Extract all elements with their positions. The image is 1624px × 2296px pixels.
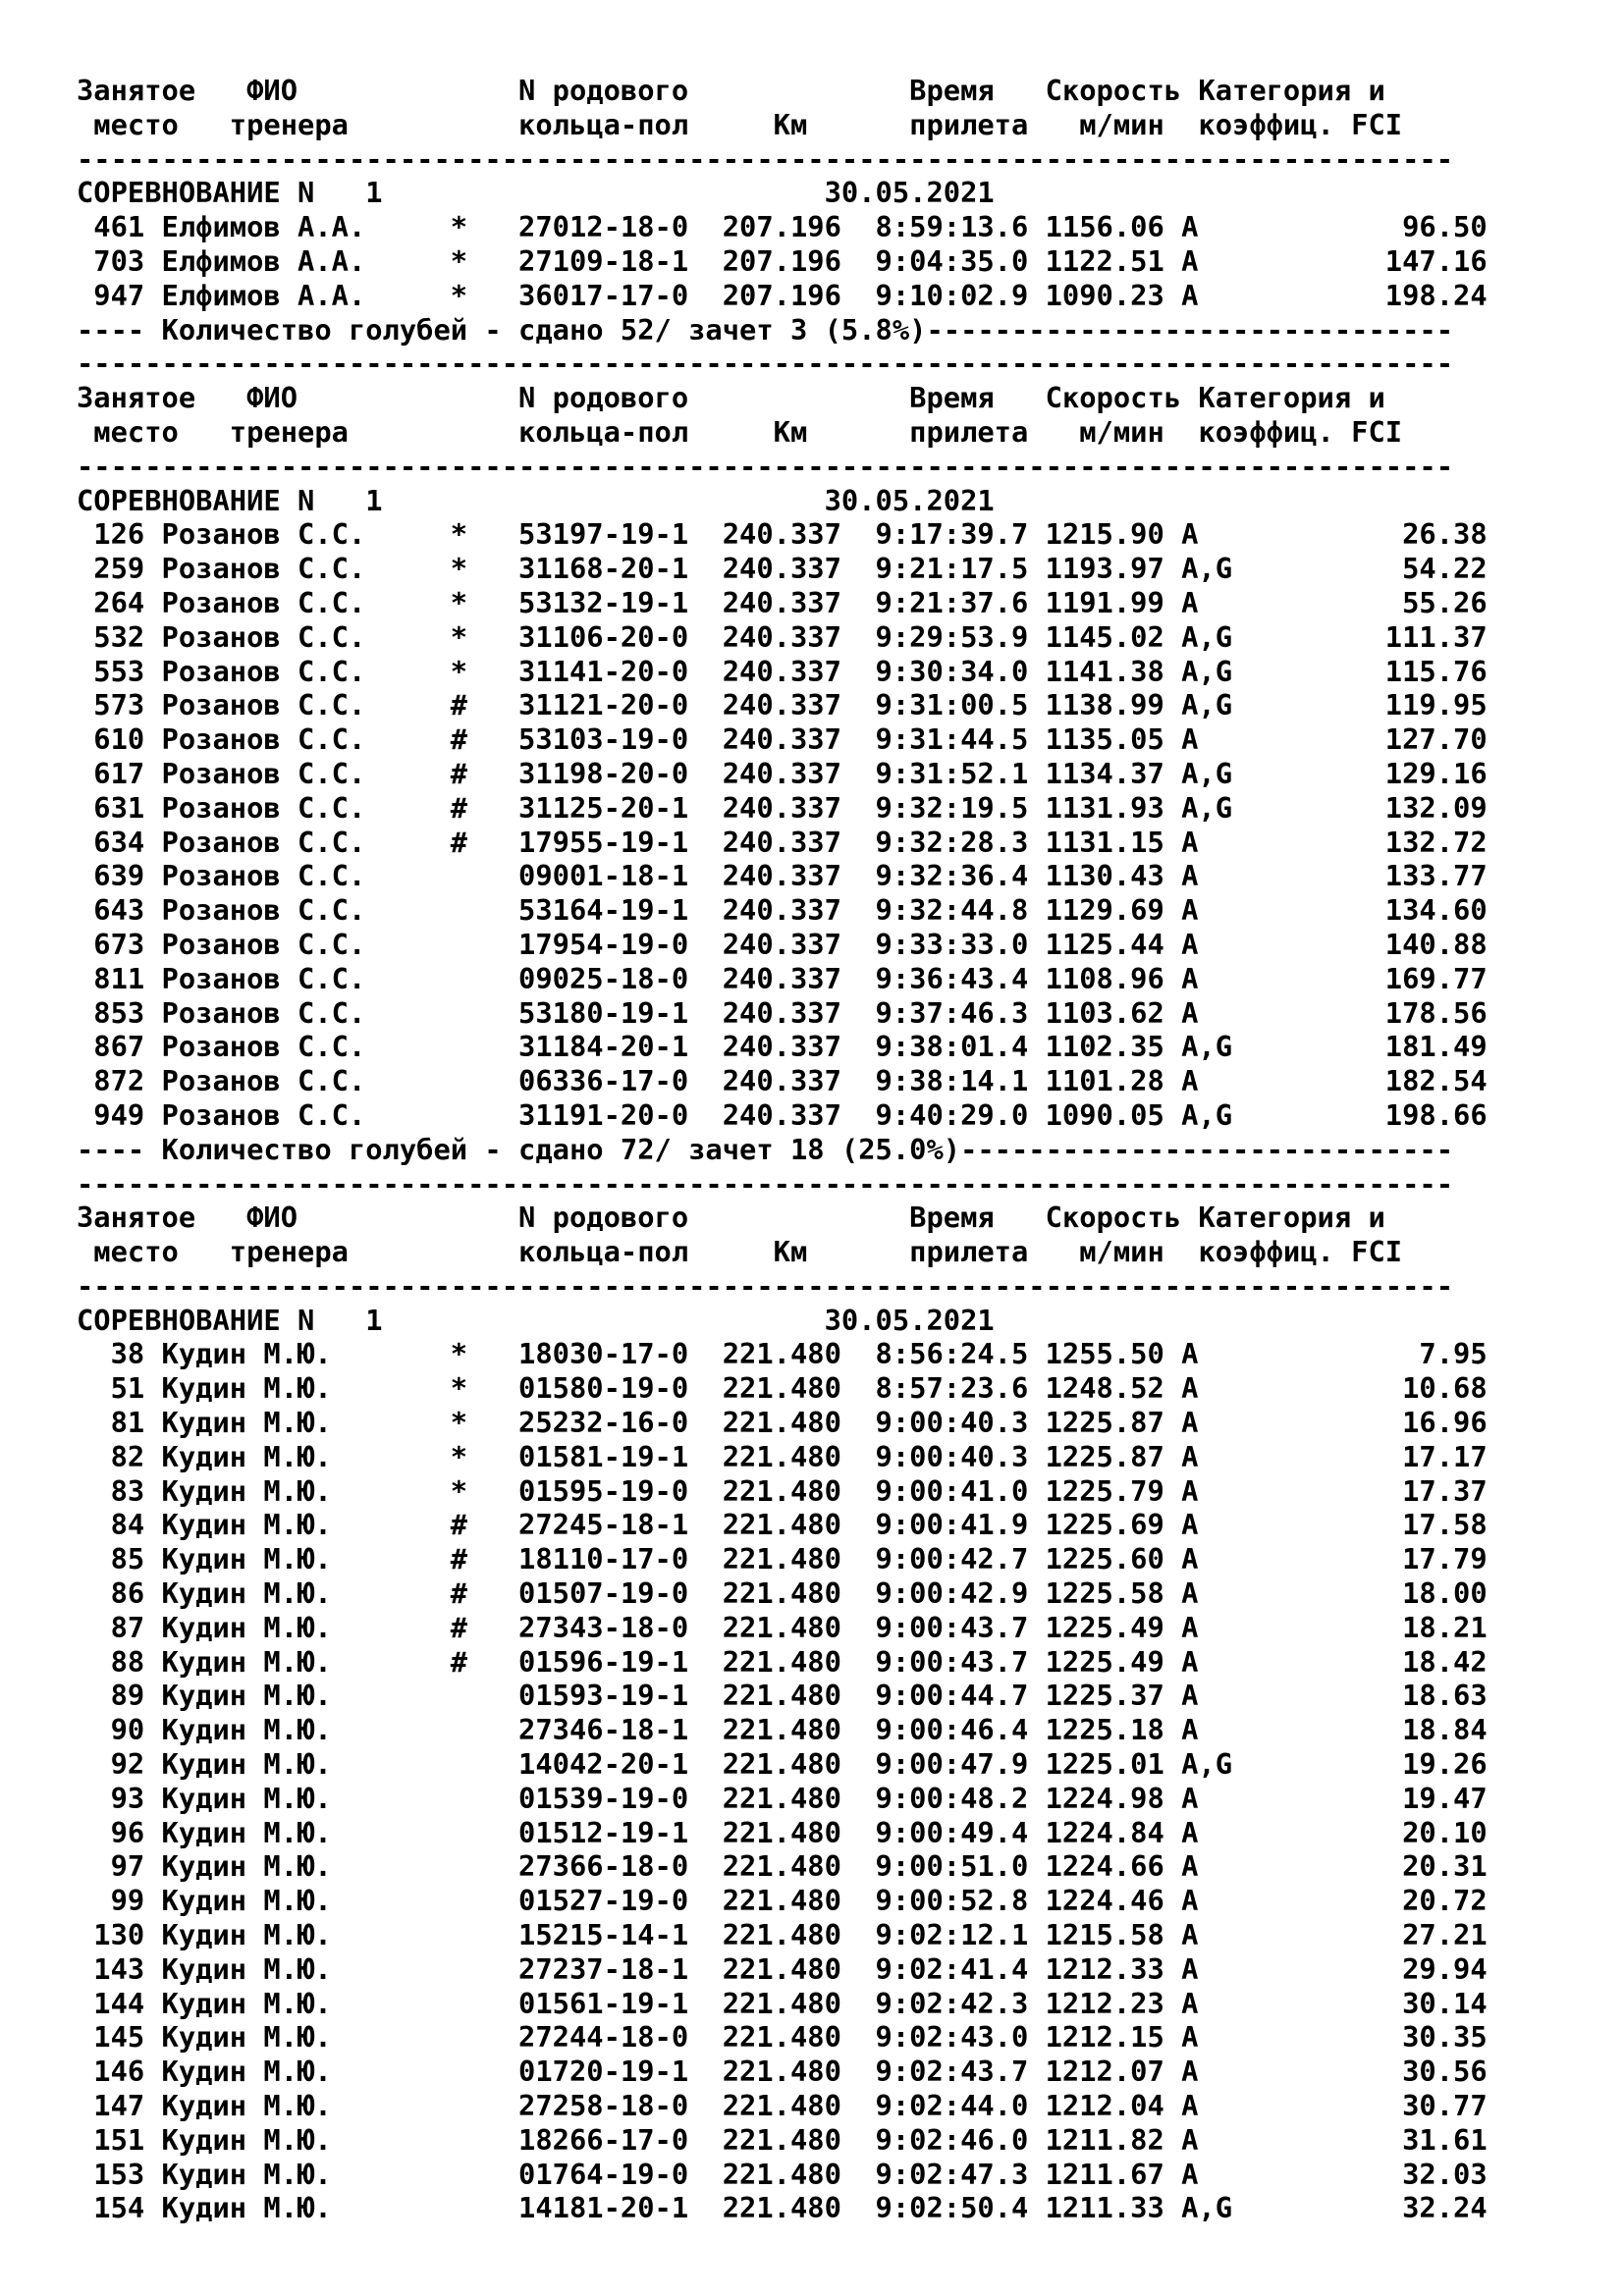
report-line: 673 Розанов С.С. 17954-19-0 240.337 9:33:33.0 1125.44 A 140.88 xyxy=(77,927,1488,961)
report-line: Занятое ФИО N родового Время Скорость Категория и xyxy=(77,1201,1385,1235)
report-line: 264 Розанов С.С. * 53132-19-1 240.337 9:21:37.6 1191.99 A 55.26 xyxy=(77,585,1488,619)
report-line: --------------------------------------------------------------------------------- xyxy=(77,1166,1454,1201)
report-line: 259 Розанов С.С. * 31168-20-1 240.337 9:21:17.5 1193.97 A,G 54.22 xyxy=(77,552,1488,586)
report-line: --------------------------------------------------------------------------------- xyxy=(77,141,1454,176)
report-line: Занятое ФИО N родового Время Скорость Категория и xyxy=(77,381,1385,415)
report-line: 151 Кудин М.Ю. 18266-17-0 221.480 9:02:46.0 1211.82 A 31.61 xyxy=(77,2122,1488,2157)
report-line: 96 Кудин М.Ю. 01512-19-1 221.480 9:00:49.4 1224.84 A 20.10 xyxy=(77,1815,1488,1849)
report-line: ---- Количество голубей - сдано 72/ зачет 18 (25.0%)----------------------------- xyxy=(77,1132,1454,1166)
report-line: ---- Количество голубей - сдано 52/ зачет 3 (5.8%)------------------------------- xyxy=(77,312,1454,347)
report-line: 99 Кудин М.Ю. 01527-19-0 221.480 9:00:52.8 1224.46 A 20.72 xyxy=(77,1884,1488,1918)
report-line: СОРЕВНОВАНИЕ N 1 30.05.2021 xyxy=(77,1303,995,1337)
report-line: --------------------------------------------------------------------------------- xyxy=(77,449,1454,483)
report-line: 631 Розанов С.С. # 31125-20-1 240.337 9:32:19.5 1131.93 A,G 132.09 xyxy=(77,790,1488,825)
report-line: 83 Кудин М.Ю. * 01595-19-0 221.480 9:00:41.0 1225.79 A 17.37 xyxy=(77,1473,1488,1508)
report-line: 573 Розанов С.С. # 31121-20-0 240.337 9:31:00.5 1138.99 A,G 119.95 xyxy=(77,688,1488,722)
report-line: 144 Кудин М.Ю. 01561-19-1 221.480 9:02:42.3 1212.23 A 30.14 xyxy=(77,1986,1488,2020)
report-line: 610 Розанов С.С. # 53103-19-0 240.337 9:31:44.5 1135.05 A 127.70 xyxy=(77,722,1488,757)
report-line: СОРЕВНОВАНИЕ N 1 30.05.2021 xyxy=(77,176,995,210)
report-line: 867 Розанов С.С. 31184-20-1 240.337 9:38:01.4 1102.35 A,G 181.49 xyxy=(77,1030,1488,1064)
report-line: 617 Розанов С.С. # 31198-20-0 240.337 9:31:52.1 1134.37 A,G 129.16 xyxy=(77,756,1488,790)
report-line: 634 Розанов С.С. # 17955-19-1 240.337 9:32:28.3 1131.15 A 132.72 xyxy=(77,825,1488,859)
report-line: 85 Кудин М.Ю. # 18110-17-0 221.480 9:00:42.7 1225.60 A 17.79 xyxy=(77,1542,1488,1576)
report-line: 949 Розанов С.С. 31191-20-0 240.337 9:40:29.0 1090.05 A,G 198.66 xyxy=(77,1097,1488,1132)
report-line: 461 Елфимов А.А. * 27012-18-0 207.196 8:59:13.6 1156.06 A 96.50 xyxy=(77,210,1488,244)
report-line: 147 Кудин М.Ю. 27258-18-0 221.480 9:02:44.0 1212.04 A 30.77 xyxy=(77,2089,1488,2123)
report-line: место тренера кольца-пол Км прилета м/мин коэффиц. FCI xyxy=(77,107,1403,141)
report-line: 84 Кудин М.Ю. # 27245-18-1 221.480 9:00:41.9 1225.69 A 17.58 xyxy=(77,1508,1488,1542)
report-line: 130 Кудин М.Ю. 15215-14-1 221.480 9:02:12.1 1215.58 A 27.21 xyxy=(77,1918,1488,1952)
results-report xyxy=(77,74,1488,2225)
report-line: 143 Кудин М.Ю. 27237-18-1 221.480 9:02:41.4 1212.33 A 29.94 xyxy=(77,1951,1488,1986)
report-line: 643 Розанов С.С. 53164-19-1 240.337 9:32:44.8 1129.69 A 134.60 xyxy=(77,893,1488,928)
report-line: 146 Кудин М.Ю. 01720-19-1 221.480 9:02:43.7 1212.07 A 30.56 xyxy=(77,2055,1488,2089)
report-line: 947 Елфимов А.А. * 36017-17-0 207.196 9:10:02.9 1090.23 A 198.24 xyxy=(77,278,1488,312)
report-line: 639 Розанов С.С. 09001-18-1 240.337 9:32:36.4 1130.43 A 133.77 xyxy=(77,859,1488,893)
report-line: 88 Кудин М.Ю. # 01596-19-1 221.480 9:00:43.7 1225.49 A 18.42 xyxy=(77,1644,1488,1679)
report-line: 38 Кудин М.Ю. * 18030-17-0 221.480 8:56:24.5 1255.50 A 7.95 xyxy=(77,1337,1488,1371)
report-line: Занятое ФИО N родового Время Скорость Категория и xyxy=(77,74,1385,107)
report-line: место тренера кольца-пол Км прилета м/мин коэффиц. FCI xyxy=(77,414,1403,449)
report-line: 153 Кудин М.Ю. 01764-19-0 221.480 9:02:47.3 1211.67 A 32.03 xyxy=(77,2157,1488,2191)
report-line: 93 Кудин М.Ю. 01539-19-0 221.480 9:00:48.2 1224.98 A 19.47 xyxy=(77,1781,1488,1815)
report-line: 126 Розанов С.С. * 53197-19-1 240.337 9:17:39.7 1215.90 A 26.38 xyxy=(77,517,1488,552)
report-line: 145 Кудин М.Ю. 27244-18-0 221.480 9:02:43.0 1212.15 A 30.35 xyxy=(77,2020,1488,2055)
report-line: 89 Кудин М.Ю. 01593-19-1 221.480 9:00:44.7 1225.37 A 18.63 xyxy=(77,1679,1488,1713)
report-line: 853 Розанов С.С. 53180-19-1 240.337 9:37:46.3 1103.62 A 178.56 xyxy=(77,995,1488,1030)
report-line: --------------------------------------------------------------------------------- xyxy=(77,347,1454,381)
report-line: 86 Кудин М.Ю. # 01507-19-0 221.480 9:00:42.9 1225.58 A 18.00 xyxy=(77,1576,1488,1611)
report-line: 97 Кудин М.Ю. 27366-18-0 221.480 9:00:51.0 1224.66 A 20.31 xyxy=(77,1849,1488,1884)
report-line: СОРЕВНОВАНИЕ N 1 30.05.2021 xyxy=(77,483,995,517)
report-line: 92 Кудин М.Ю. 14042-20-1 221.480 9:00:47.9 1225.01 A,G 19.26 xyxy=(77,1747,1488,1782)
report-line: 154 Кудин М.Ю. 14181-20-1 221.480 9:02:50.4 1211.33 A,G 32.24 xyxy=(77,2191,1488,2225)
report-line: 82 Кудин М.Ю. * 01581-19-1 221.480 9:00:40.3 1225.87 A 17.17 xyxy=(77,1439,1488,1473)
report-line: 51 Кудин М.Ю. * 01580-19-0 221.480 8:57:23.6 1248.52 A 10.68 xyxy=(77,1371,1488,1406)
report-line: --------------------------------------------------------------------------------- xyxy=(77,1268,1454,1303)
report-line: 872 Розанов С.С. 06336-17-0 240.337 9:38:14.1 1101.28 A 182.54 xyxy=(77,1064,1488,1098)
report-line: 553 Розанов С.С. * 31141-20-0 240.337 9:30:34.0 1141.38 A,G 115.76 xyxy=(77,654,1488,688)
report-line: место тренера кольца-пол Км прилета м/мин коэффиц. FCI xyxy=(77,1235,1403,1269)
report-line: 90 Кудин М.Ю. 27346-18-1 221.480 9:00:46.4 1225.18 A 18.84 xyxy=(77,1713,1488,1747)
report-line: 532 Розанов С.С. * 31106-20-0 240.337 9:29:53.9 1145.02 A,G 111.37 xyxy=(77,619,1488,654)
report-line: 81 Кудин М.Ю. * 25232-16-0 221.480 9:00:40.3 1225.87 A 16.96 xyxy=(77,1406,1488,1440)
report-line: 87 Кудин М.Ю. # 27343-18-0 221.480 9:00:43.7 1225.49 A 18.21 xyxy=(77,1610,1488,1644)
report-line: 703 Елфимов А.А. * 27109-18-1 207.196 9:04:35.0 1122.51 A 147.16 xyxy=(77,243,1488,278)
report-line: 811 Розанов С.С. 09025-18-0 240.337 9:36:43.4 1108.96 A 169.77 xyxy=(77,961,1488,995)
